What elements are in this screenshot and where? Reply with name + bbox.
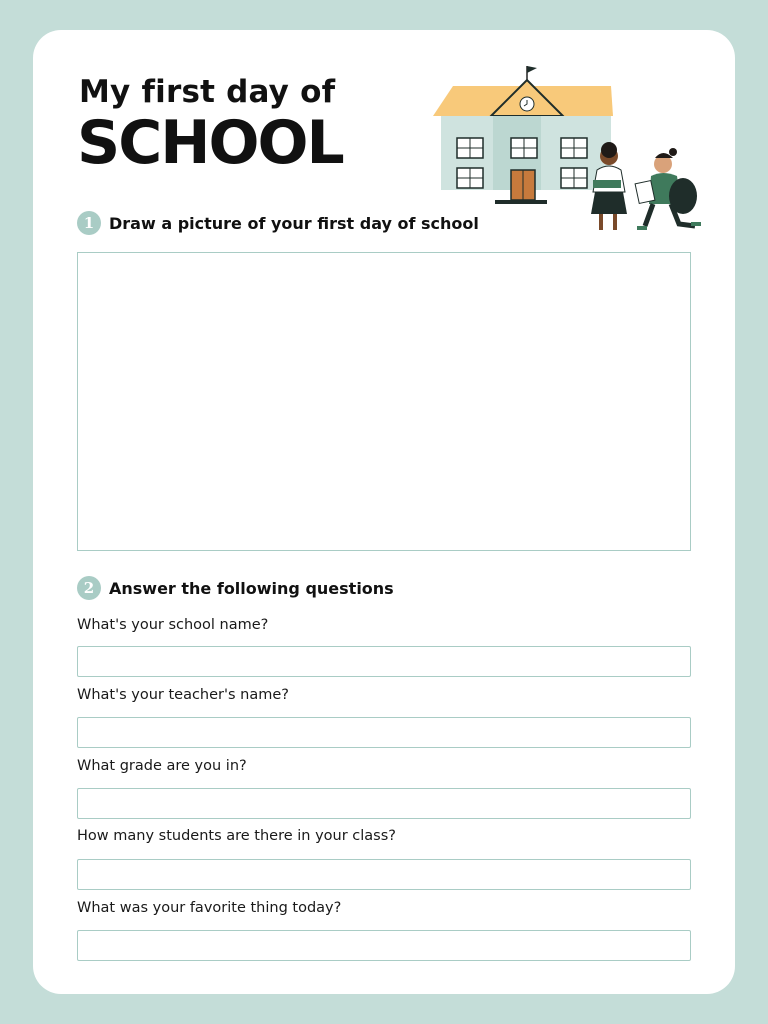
step-number-badge: 2 [77, 576, 101, 600]
flag-icon [527, 66, 537, 73]
step-number-badge: 1 [77, 211, 101, 235]
answer-field-favorite-thing[interactable] [77, 930, 691, 961]
section-1-title: Draw a picture of your first day of school [109, 213, 479, 233]
drawing-area[interactable] [77, 252, 691, 551]
title-line-2: SCHOOL [77, 108, 343, 178]
worksheet-page [33, 30, 735, 994]
child-2 [635, 148, 701, 230]
answer-field-grade[interactable] [77, 788, 691, 819]
section-1-heading [77, 211, 479, 235]
question-label-student-count: How many students are there in your class? [77, 828, 396, 844]
school-illustration-icon [431, 46, 707, 230]
title-line-1: My first day of [79, 74, 336, 110]
answer-field-teacher-name[interactable] [77, 717, 691, 748]
question-label-grade: What grade are you in? [77, 758, 247, 774]
section-2-heading [77, 576, 394, 600]
answer-field-student-count[interactable] [77, 859, 691, 890]
question-label-favorite-thing: What was your favorite thing today? [77, 900, 342, 916]
answer-field-school-name[interactable] [77, 646, 691, 677]
paper [635, 181, 655, 204]
section-2-title: Answer the following questions [109, 578, 394, 598]
question-label-school-name: What's your school name? [77, 617, 269, 633]
question-label-teacher-name: What's your teacher's name? [77, 687, 289, 703]
